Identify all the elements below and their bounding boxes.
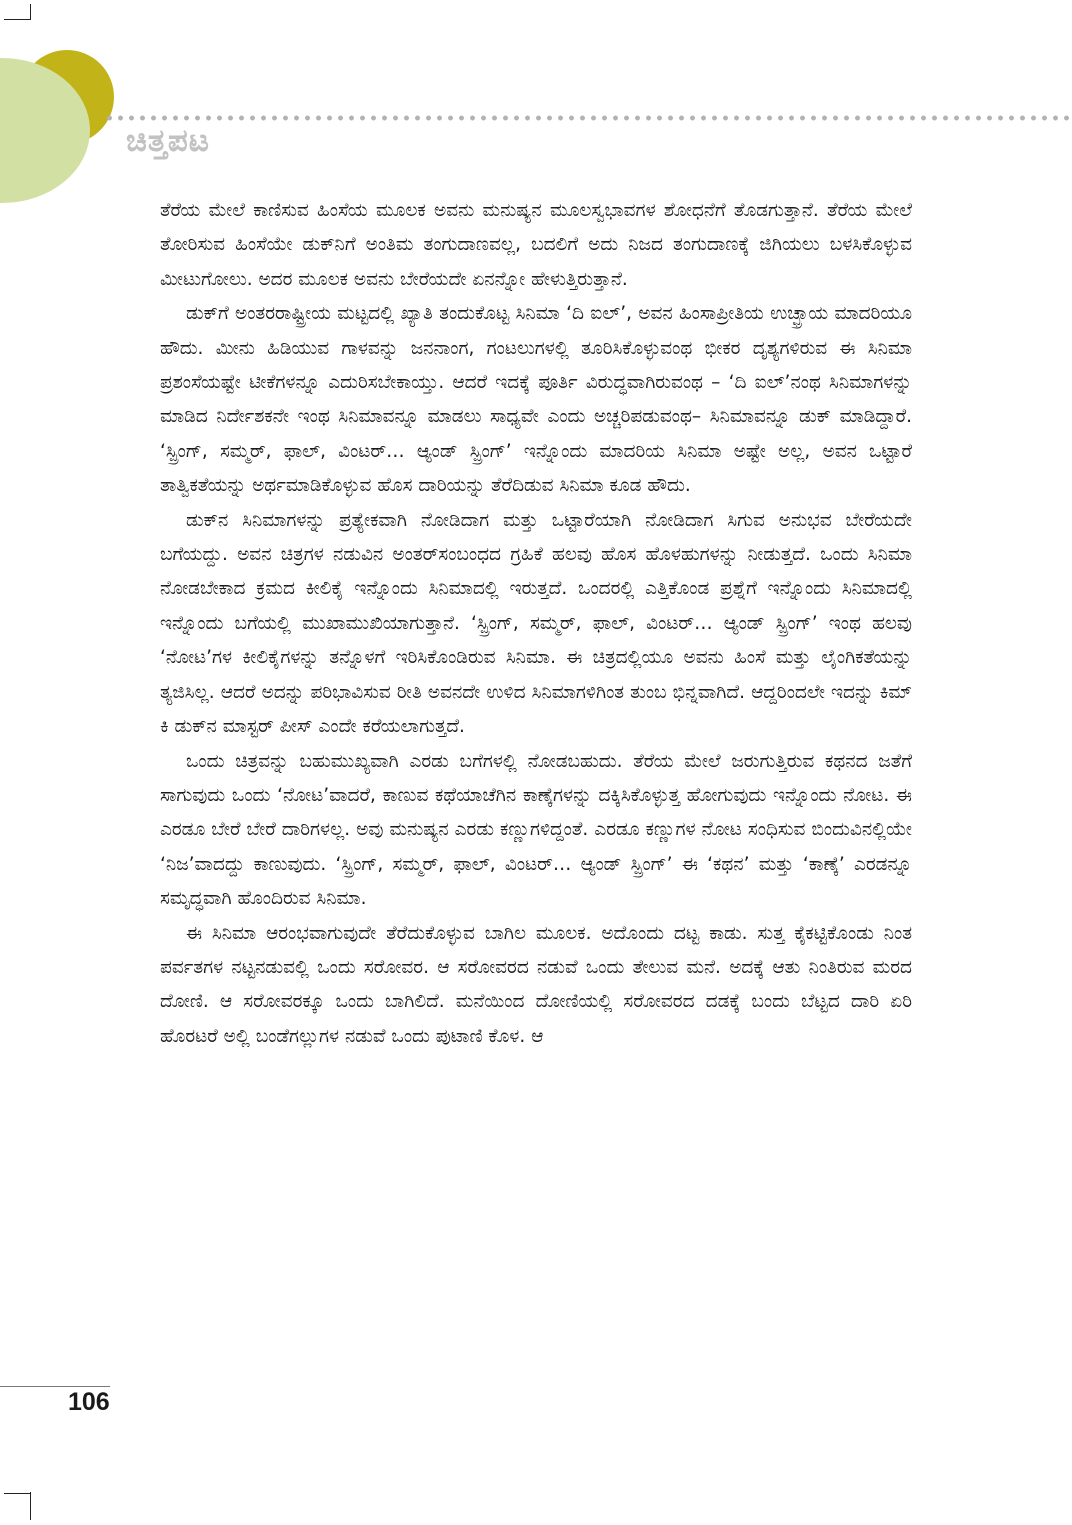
paragraph: ತೆರೆಯ ಮೇಲೆ ಕಾಣಿಸುವ ಹಿಂಸೆಯ ಮೂಲಕ ಅವನು ಮನುಷ್ಯನ ಮೂಲಸ್ವಭಾವಗಳ ಶೋಧನೆಗೆ ತೊಡಗುತ್ತಾನೆ. ತೆರೆಯ ಮೇಲೆ ತೋರಿಸುವ ಹಿಂಸೆಯೇ ಡುಕ್‌ನಿಗೆ ಅಂತಿಮ ತಂಗುದಾಣವಲ್ಲ, ಬದಲಿಗೆ ಅದು ನಿಜದ ತಂಗುದಾಣಕ್ಕೆ ಜಿಗಿಯಲು ಬಳಸಿಕೊಳ್ಳುವ ಮೀಟುಗೋಲು. ಅದರ ಮೂಲಕ ಅವನು ಬೇರೆಯದೇ ಏನನ್ನೋ ಹೇಳುತ್ತಿರುತ್ತಾನೆ. [160, 200, 912, 290]
crop-mark-top-left-vertical [30, 4, 31, 20]
paragraph: ಒಂದು ಚಿತ್ರವನ್ನು ಬಹುಮುಖ್ಯವಾಗಿ ಎರಡು ಬಗೆಗಳಲ್ಲಿ ನೋಡಬಹುದು. ತೆರೆಯ ಮೇಲೆ ಜರುಗುತ್ತಿರುವ ಕಥನದ ಜತೆಗೆ ಸಾಗುವುದು ಒಂದು ‘ನೋಟ’ವಾದರೆ, ಕಾಣುವ ಕಥೆಯಾಚೆಗಿನ ಕಾಣ್ಕೆಗಳನ್ನು ದಕ್ಕಿಸಿಕೊಳ್ಳುತ್ತ ಹೋಗುವುದು ಇನ್ನೊಂದು ನೋಟ. ಈ ಎರಡೂ ಬೇರೆ ಬೇರೆ ದಾರಿಗಳಲ್ಲ. ಅವು ಮನುಷ್ಯನ ಎರಡು ಕಣ್ಣುಗಳಿದ್ದಂತೆ. ಎರಡೂ ಕಣ್ಣುಗಳ ನೋಟ ಸಂಧಿಸುವ ಬಿಂದುವಿನಲ್ಲಿಯೇ ‘ನಿಜ’ವಾದದ್ದು ಕಾಣುವುದು. ‘ಸ್ಪ್ರಿಂಗ್, ಸಮ್ಮರ್, ಫಾಲ್, ವಿಂಟರ್… ಆ್ಯಂಡ್ ಸ್ಪ್ರಿಂಗ್’ ಈ ‘ಕಥನ’ ಮತ್ತು ‘ಕಾಣ್ಕೆ’ ಎರಡನ್ನೂ ಸಮೃದ್ಧವಾಗಿ ಹೊಂದಿರುವ ಸಿನಿಮಾ. [160, 750, 912, 910]
paragraph: ಈ ಸಿನಿಮಾ ಆರಂಭವಾಗುವುದೇ ತೆರೆದುಕೊಳ್ಳುವ ಬಾಗಿಲ ಮೂಲಕ. ಅದೊಂದು ದಟ್ಟ ಕಾಡು. ಸುತ್ತ ಕೈಕಟ್ಟಿಕೊಂಡು ನಿಂತ ಪರ್ವತಗಳ ನಟ್ಟನಡುವಲ್ಲಿ ಒಂದು ಸರೋವರ. ಆ ಸರೋವರದ ನಡುವೆ ಒಂದು ತೇಲುವ ಮನೆ. ಅದಕ್ಕೆ ಆತು ನಿಂತಿರುವ ಮರದ ದೋಣಿ. ಆ ಸರೋವರಕ್ಕೂ ಒಂದು ಬಾಗಿಲಿದೆ. ಮನೆಯಿಂದ ದೋಣಿಯಲ್ಲಿ ಸರೋವರದ ದಡಕ್ಕೆ ಬಂದು ಬೆಟ್ಟದ ದಾರಿ ಏರಿ ಹೊರಟರೆ ಅಲ್ಲಿ ಬಂಡೆಗಲ್ಲುಗಳ ನಡುವೆ ಒಂದು ಪುಟಾಣಿ ಕೊಳ. ಆ [160, 922, 912, 1047]
article-body [160, 194, 912, 1054]
crop-mark-bottom-left-vertical [30, 1492, 31, 1520]
footer-rule [0, 1386, 110, 1387]
crop-mark-top-left-horizontal [4, 19, 31, 20]
section-title: ಚಿತ್ತಪಟ [126, 123, 211, 159]
crop-mark-bottom-left-horizontal [4, 1493, 31, 1494]
paragraph: ಡುಕ್‌ನ ಸಿನಿಮಾಗಳನ್ನು ಪ್ರತ್ಯೇಕವಾಗಿ ನೋಡಿದಾಗ ಮತ್ತು ಒಟ್ಟಾರೆಯಾಗಿ ನೋಡಿದಾಗ ಸಿಗುವ ಅನುಭವ ಬೇರೆಯದೇ ಬಗೆಯದ್ದು. ಅವನ ಚಿತ್ರಗಳ ನಡುವಿನ ಅಂತರ್‌ಸಂಬಂಧದ ಗ್ರಹಿಕೆ ಹಲವು ಹೊಸ ಹೊಳಹುಗಳನ್ನು ನೀಡುತ್ತದೆ. ಒಂದು ಸಿನಿಮಾ ನೋಡಬೇಕಾದ ಕ್ರಮದ ಕೀಲಿಕೈ ಇನ್ನೊಂದು ಸಿನಿಮಾದಲ್ಲಿ ಇರುತ್ತದೆ. ಒಂದರಲ್ಲಿ ಎತ್ತಿಕೊಂಡ ಪ್ರಶ್ನೆಗೆ ಇನ್ನೊಂದು ಸಿನಿಮಾದಲ್ಲಿ ಇನ್ನೊಂದು ಬಗೆಯಲ್ಲಿ ಮುಖಾಮುಖಿಯಾಗುತ್ತಾನೆ. ‘ಸ್ಪ್ರಿಂಗ್, ಸಮ್ಮರ್, ಫಾಲ್, ವಿಂಟರ್… ಆ್ಯಂಡ್ ಸ್ಪ್ರಿಂಗ್’ ಇಂಥ ಹಲವು ‘ನೋಟ’ಗಳ ಕೀಲಿಕೈಗಳನ್ನು ತನ್ನೊಳಗೆ ಇರಿಸಿಕೊಂಡಿರುವ ಸಿನಿಮಾ. ಈ ಚಿತ್ರದಲ್ಲಿಯೂ ಅವನು ಹಿಂಸೆ ಮತ್ತು ಲೈಂಗಿಕತೆಯನ್ನು ತ್ಯಜಿಸಿಲ್ಲ. ಆದರೆ ಅದನ್ನು ಪರಿಭಾವಿಸುವ ರೀತಿ ಅವನದೇ ಉಳಿದ ಸಿನಿಮಾಗಳಿಗಿಂತ ತುಂಬ ಭಿನ್ನವಾಗಿದೆ. ಆದ್ದರಿಂದಲೇ ಇದನ್ನು ಕಿಮ್ ಕಿ ಡುಕ್‌ನ ಮಾಸ್ಟರ್ ಪೀಸ್ ಎಂದೇ ಕರೆಯಲಾಗುತ್ತದೆ. [160, 509, 912, 738]
page-number: 106 [68, 1388, 110, 1416]
paragraph: ಡುಕ್‌ಗೆ ಅಂತರರಾಷ್ಟ್ರೀಯ ಮಟ್ಟದಲ್ಲಿ ಖ್ಯಾತಿ ತಂದುಕೊಟ್ಟ ಸಿನಿಮಾ ‘ದಿ ಐಲ್’, ಅವನ ಹಿಂಸಾಪ್ರೀತಿಯ ಉಚ್ಛ್ರಾಯ ಮಾದರಿಯೂ ಹೌದು. ಮೀನು ಹಿಡಿಯುವ ಗಾಳವನ್ನು ಜನನಾಂಗ, ಗಂಟಲುಗಳಲ್ಲಿ ತೂರಿಸಿಕೊಳ್ಳುವಂಥ ಭೀಕರ ದೃಶ್ಯಗಳಿರುವ ಈ ಸಿನಿಮಾ ಪ್ರಶಂಸೆಯಷ್ಟೇ ಟೀಕೆಗಳನ್ನೂ ಎದುರಿಸಬೇಕಾಯ್ತು. ಆದರೆ ಇದಕ್ಕೆ ಪೂರ್ತಿ ವಿರುದ್ಧವಾಗಿರುವಂಥ – ‘ದಿ ಐಲ್’ನಂಥ ಸಿನಿಮಾಗಳನ್ನು ಮಾಡಿದ ನಿರ್ದೇಶಕನೇ ಇಂಥ ಸಿನಿಮಾವನ್ನೂ ಮಾಡಲು ಸಾಧ್ಯವೇ ಎಂದು ಅಚ್ಚರಿಪಡುವಂಥ– ಸಿನಿಮಾವನ್ನೂ ಡುಕ್ ಮಾಡಿದ್ದಾರೆ. ‘ಸ್ಪ್ರಿಂಗ್, ಸಮ್ಮರ್, ಫಾಲ್, ವಿಂಟರ್… ಆ್ಯಂಡ್ ಸ್ಪ್ರಿಂಗ್’ ಇನ್ನೊಂದು ಮಾದರಿಯ ಸಿನಿಮಾ ಅಷ್ಟೇ ಅಲ್ಲ, ಅವನ ಒಟ್ಟಾರೆ ತಾತ್ವಿಕತೆಯನ್ನು ಅರ್ಥಮಾಡಿಕೊಳ್ಳುವ ಹೊಸ ದಾರಿಯನ್ನು ತೆರೆದಿಡುವ ಸಿನಿಮಾ ಕೂಡ ಹೌದು. [160, 303, 912, 497]
header-dotted-rule [104, 115, 1070, 121]
